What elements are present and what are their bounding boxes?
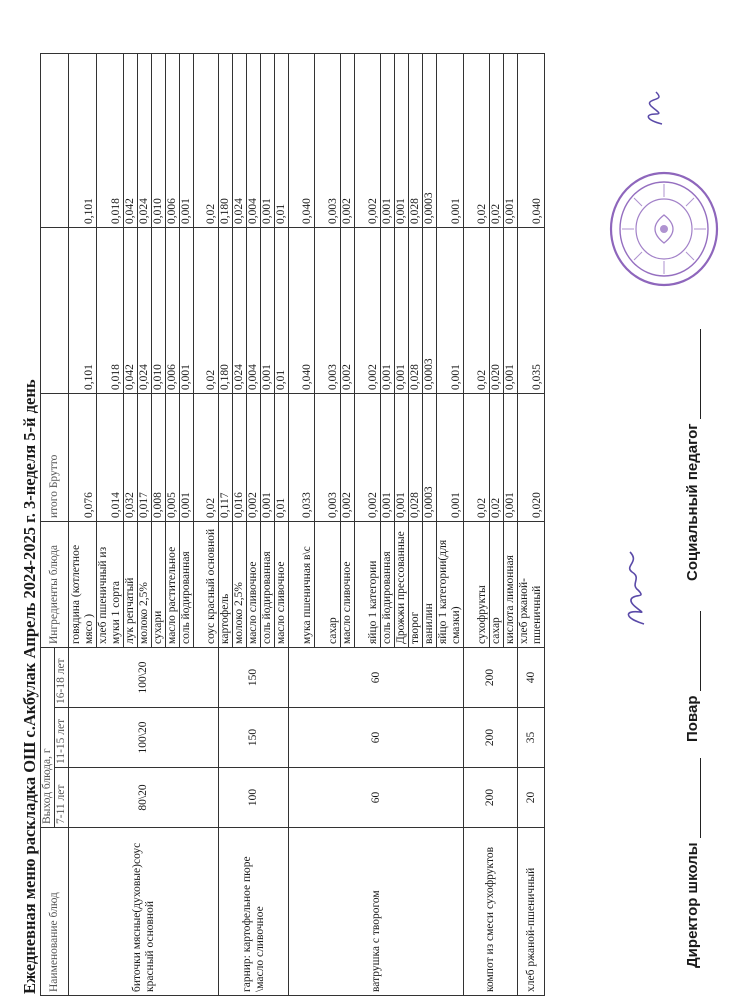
- amount-col-1: 0,002: [341, 228, 355, 394]
- director-label: Директор школы: [684, 842, 701, 968]
- amount-col-2: 0,024: [233, 54, 247, 228]
- round-school-seal: [608, 170, 720, 288]
- signatures-footer: [684, 329, 701, 968]
- cook-label: Повар: [684, 695, 701, 742]
- amount-col-2: 0,003: [315, 54, 341, 228]
- amount-col-2: 0,02: [194, 54, 219, 228]
- ingredient-name: соус красный основной: [194, 522, 219, 648]
- ingredient-name: говядина (котлетное мясо ): [69, 522, 97, 648]
- cook-signature-line: [686, 611, 701, 691]
- col-header-age-7-11: 7-11 лет: [55, 768, 69, 828]
- amount-col-1: 0,001: [437, 228, 464, 394]
- amount-col-1: 0,0003: [423, 228, 437, 394]
- yield-16-18: 200: [464, 648, 518, 708]
- menu-table-body: [69, 54, 545, 996]
- amount-col-2: 0,028: [409, 54, 423, 228]
- amount-col-1: 0,018: [97, 228, 124, 394]
- gross-total: 0,02: [194, 394, 219, 522]
- ingredient-name: кислота лимонная: [504, 522, 518, 648]
- gross-total: 0,01: [275, 394, 289, 522]
- amount-col-1: 0,035: [518, 228, 545, 394]
- social-teacher-label: Социальный педагог: [684, 423, 701, 581]
- amount-col-1: 0,004: [247, 228, 261, 394]
- table-row: [518, 54, 545, 996]
- amount-col-1: 0,002: [355, 228, 381, 394]
- ingredient-name: молоко 2,5%: [138, 522, 152, 648]
- yield-11-15: 150: [219, 708, 289, 768]
- amount-col-1: 0,020: [490, 228, 504, 394]
- amount-col-1: 0,042: [124, 228, 138, 394]
- ingredient-name: сахар: [490, 522, 504, 648]
- yield-16-18: 60: [289, 648, 464, 708]
- amount-col-2: 0,004: [247, 54, 261, 228]
- amount-col-2: 0,040: [518, 54, 545, 228]
- ingredient-name: масло сливочное: [341, 522, 355, 648]
- gross-total: 0,020: [518, 394, 545, 522]
- yield-11-15: 200: [464, 708, 518, 768]
- col-header-age-11-15: 11-15 лет: [55, 708, 69, 768]
- amount-col-2: 0,024: [138, 54, 152, 228]
- amount-col-2: 0,001: [381, 54, 395, 228]
- gross-total: 0,002: [355, 394, 381, 522]
- ingredient-name: молоко 2,5%: [233, 522, 247, 648]
- amount-col-2: 0,101: [69, 54, 97, 228]
- col-header-yield: Выход блюда, г: [41, 648, 55, 828]
- yield-16-18: 100\20: [69, 648, 219, 708]
- ingredient-name: масло сливочное: [275, 522, 289, 648]
- ingredient-name: лук репчатый: [124, 522, 138, 648]
- gross-total: 0,028: [409, 394, 423, 522]
- col-header-dish: Наименование блюд: [41, 828, 69, 996]
- table-row: [464, 54, 490, 996]
- amount-col-2: 0,0003: [423, 54, 437, 228]
- amount-col-1: 0,040: [289, 228, 315, 394]
- social-teacher-signature-line: [686, 329, 701, 419]
- gross-total: 0,001: [261, 394, 275, 522]
- amount-col-2: 0,010: [152, 54, 166, 228]
- yield-16-18: 150: [219, 648, 289, 708]
- amount-col-2: 0,001: [180, 54, 194, 228]
- ingredient-name: соль йодированная: [261, 522, 275, 648]
- amount-col-2: 0,040: [289, 54, 315, 228]
- yield-11-15: 60: [289, 708, 464, 768]
- amount-col-1: 0,02: [464, 228, 490, 394]
- cook-signature: [618, 548, 654, 628]
- gross-total: 0,02: [490, 394, 504, 522]
- amount-col-1: 0,024: [233, 228, 247, 394]
- gross-total: 0,005: [166, 394, 180, 522]
- yield-7-11: 80\20: [69, 768, 219, 828]
- col-header-ingredients: Ингредиенты блюда: [41, 522, 69, 648]
- yield-11-15: 100\20: [69, 708, 219, 768]
- gross-total: 0,002: [247, 394, 261, 522]
- amount-col-1: 0,02: [194, 228, 219, 394]
- dish-name: биточки мясные(духовые)соус красный основной: [69, 828, 219, 996]
- yield-16-18: 40: [518, 648, 545, 708]
- dish-name: ватрушка с творогом: [289, 828, 464, 996]
- gross-total: 0,02: [464, 394, 490, 522]
- ingredient-name: масло сливочное: [247, 522, 261, 648]
- ingredient-name: Дрожжи прессованные: [395, 522, 409, 648]
- ingredient-name: соль йодированная: [180, 522, 194, 648]
- amount-col-2: 0,001: [504, 54, 518, 228]
- gross-total: 0,033: [289, 394, 315, 522]
- ingredient-name: соль йодированная: [381, 522, 395, 648]
- yield-11-15: 35: [518, 708, 545, 768]
- gross-total: 0,032: [124, 394, 138, 522]
- gross-total: 0,002: [341, 394, 355, 522]
- table-row: [69, 54, 97, 996]
- gross-total: 0,001: [395, 394, 409, 522]
- amount-col-2: 0,002: [341, 54, 355, 228]
- amount-col-1: 0,010: [152, 228, 166, 394]
- gross-total: 0,001: [381, 394, 395, 522]
- dish-name: хлеб ржаной-пшеничный: [518, 828, 545, 996]
- amount-col-1: 0,024: [138, 228, 152, 394]
- dish-name: гарнир: картофельное пюре \масло сливочное: [219, 828, 289, 996]
- amount-col-1: 0,003: [315, 228, 341, 394]
- amount-col-1: 0,001: [180, 228, 194, 394]
- ingredient-name: яйцо 1 категории(для смазки): [437, 522, 464, 648]
- ingredient-name: творог: [409, 522, 423, 648]
- gross-total: 0,016: [233, 394, 247, 522]
- gross-total: 0,001: [180, 394, 194, 522]
- gross-total: 0,001: [504, 394, 518, 522]
- amount-col-1: 0,01: [275, 228, 289, 394]
- yield-7-11: 200: [464, 768, 518, 828]
- col-header-gross: итого Брутто: [41, 394, 69, 522]
- amount-col-1: 0,001: [395, 228, 409, 394]
- amount-col-2: 0,042: [124, 54, 138, 228]
- ingredient-name: масло растительное: [166, 522, 180, 648]
- menu-layout-table: [40, 53, 545, 996]
- amount-col-1: 0,180: [219, 228, 233, 394]
- yield-7-11: 100: [219, 768, 289, 828]
- amount-col-2: 0,018: [97, 54, 124, 228]
- dish-name: компот из смеси сухофруктов: [464, 828, 518, 996]
- amount-col-2: 0,001: [395, 54, 409, 228]
- gross-total: 0,001: [437, 394, 464, 522]
- amount-col-1: 0,001: [261, 228, 275, 394]
- social-teacher-signature: [640, 88, 670, 128]
- amount-col-2: 0,180: [219, 54, 233, 228]
- amount-col-1: 0,101: [69, 228, 97, 394]
- table-row: [289, 54, 315, 996]
- amount-col-2: 0,002: [355, 54, 381, 228]
- ingredient-name: яйцо 1 категории: [355, 522, 381, 648]
- ingredient-name: хлеб ржаной-пшеничный: [518, 522, 545, 648]
- gross-total: 0,003: [315, 394, 341, 522]
- amount-col-1: 0,001: [504, 228, 518, 394]
- amount-col-1: 0,028: [409, 228, 423, 394]
- ingredient-name: картофель: [219, 522, 233, 648]
- col-header-blank-1: [41, 228, 69, 394]
- gross-total: 0,117: [219, 394, 233, 522]
- col-header-blank-2: [41, 54, 69, 228]
- gross-total: 0,076: [69, 394, 97, 522]
- amount-col-1: 0,001: [381, 228, 395, 394]
- gross-total: 0,008: [152, 394, 166, 522]
- amount-col-2: 0,006: [166, 54, 180, 228]
- ingredient-name: сахар: [315, 522, 341, 648]
- ingredient-name: мука пшеничная в\с: [289, 522, 315, 648]
- col-header-age-16-18: 16-18 лет: [55, 648, 69, 708]
- yield-7-11: 20: [518, 768, 545, 828]
- amount-col-2: 0,02: [464, 54, 490, 228]
- amount-col-1: 0,006: [166, 228, 180, 394]
- amount-col-2: 0,01: [275, 54, 289, 228]
- director-signature-line: [686, 758, 701, 838]
- ingredient-name: ванилин: [423, 522, 437, 648]
- document-title: Ежедневная меню раскладка ОШ с.Акбулак Апрель 2024-2025 г. 3-неделя 5-й день: [20, 379, 39, 994]
- gross-total: 0,017: [138, 394, 152, 522]
- ingredient-name: сухари: [152, 522, 166, 648]
- amount-col-2: 0,001: [261, 54, 275, 228]
- gross-total: 0,0003: [423, 394, 437, 522]
- amount-col-2: 0,001: [437, 54, 464, 228]
- gross-total: 0,014: [97, 394, 124, 522]
- ingredient-name: хлеб пшеничный из муки 1 сорта: [97, 522, 124, 648]
- table-row: [219, 54, 233, 996]
- yield-7-11: 60: [289, 768, 464, 828]
- ingredient-name: сухофрукты: [464, 522, 490, 648]
- amount-col-2: 0,02: [490, 54, 504, 228]
